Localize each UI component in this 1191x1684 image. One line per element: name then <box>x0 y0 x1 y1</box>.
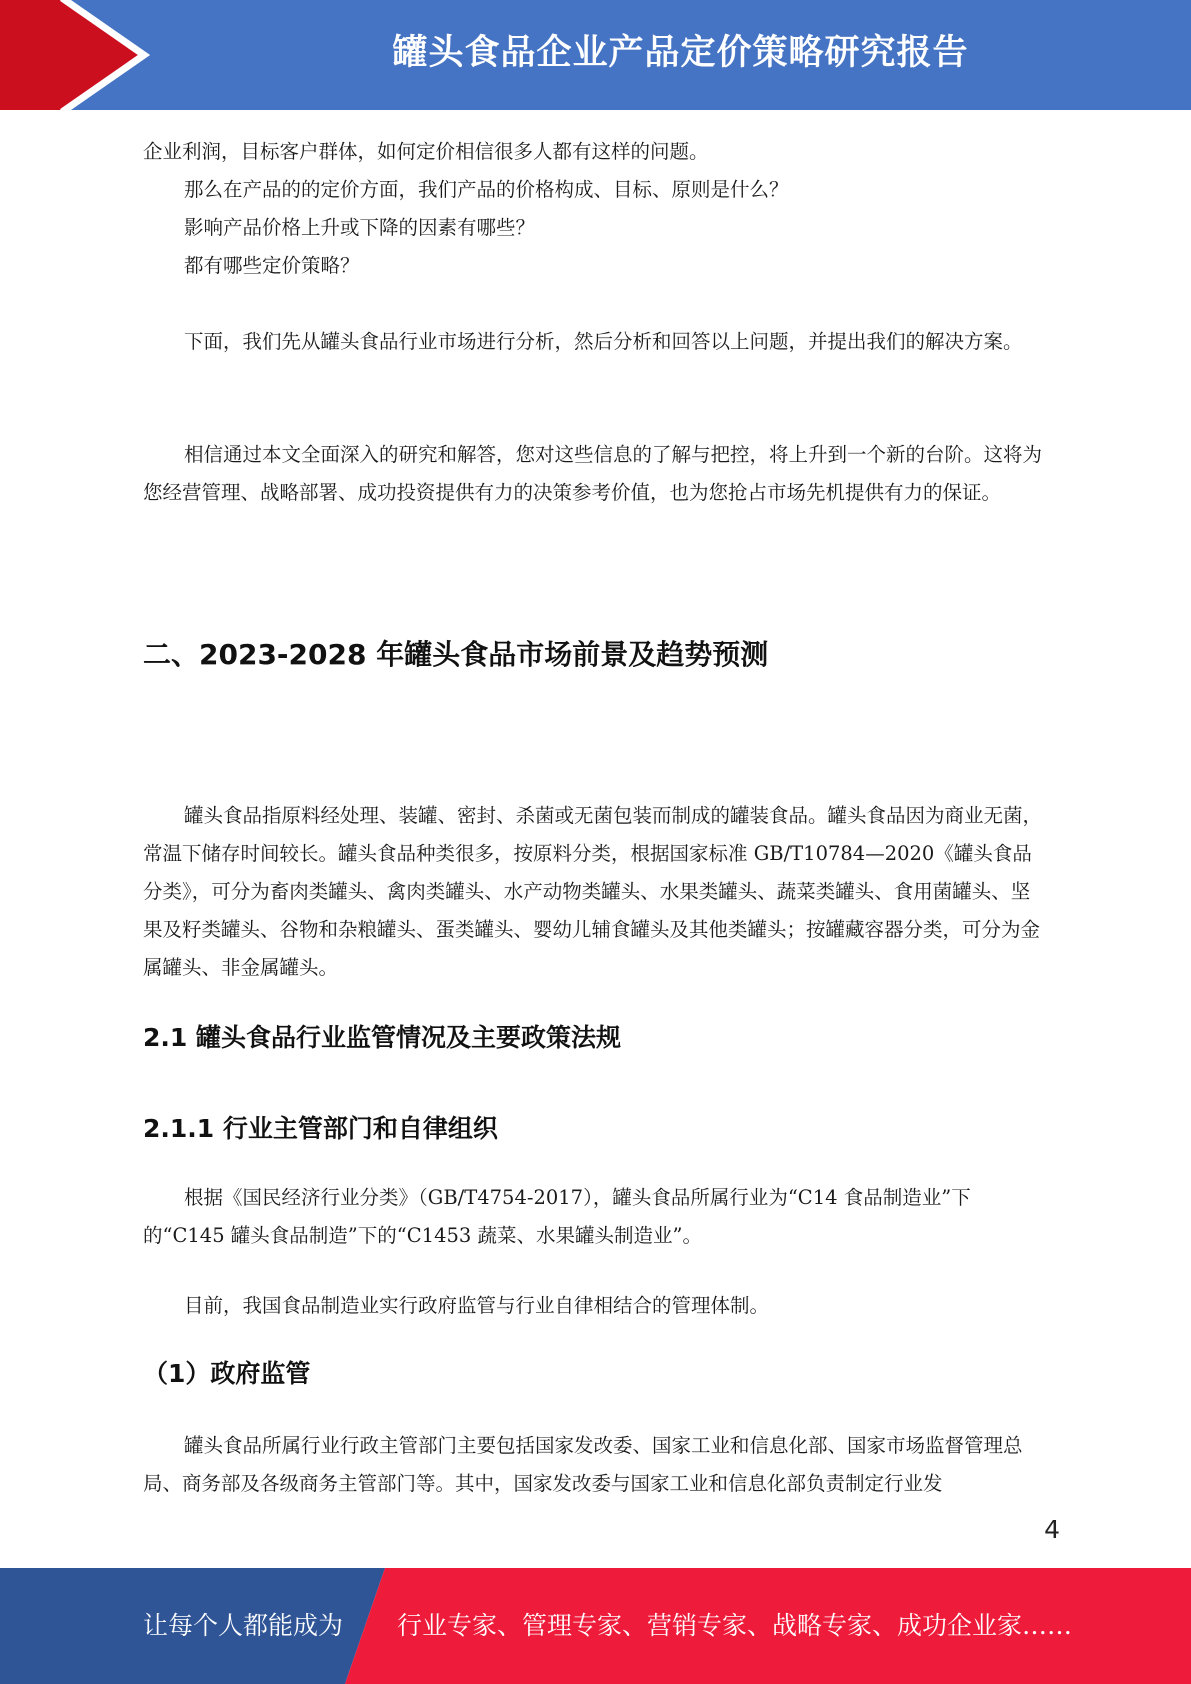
subsection-heading: 2.1 罐头食品行业监管情况及主要政策法规 <box>143 1023 621 1052</box>
paragraph: 罐头食品所属行业行政主管部门主要包括国家发改委、国家工业和信息化部、国家市场监督管理总局、商务部及各级商务主管部门等。其中，国家发改委与国家工业和信息化部负责制定行业发 <box>143 1434 1023 1495</box>
report-title: 罐头食品企业产品定价策略研究报告 <box>392 33 969 73</box>
paragraph: 企业利润，目标客户群体，如何定价相信很多人都有这样的问题。 <box>143 140 709 163</box>
page-footer <box>0 1568 1191 1684</box>
paragraph: 下面，我们先从罐头食品行业市场进行分析，然后分析和回答以上问题，并提出我们的解决方案。 <box>184 330 1023 353</box>
paragraph: 都有哪些定价策略？ <box>184 254 360 277</box>
red-arrow-icon <box>0 0 180 110</box>
paragraph: 根据《国民经济行业分类》（GB/T4754-2017），罐头食品所属行业为“C14 食品制造业”下的“C145 罐头食品制造”下的“C1453 蔬菜、水果罐头制造业”。 <box>143 1186 971 1247</box>
paragraph: 相信通过本文全面深入的研究和解答，您对这些信息的了解与把控，将上升到一个新的台阶。这将为您经营管理、战略部署、成功投资提供有力的决策参考价值，也为您抢占市场先机提供有力的保证。 <box>143 443 1043 504</box>
footer-slogan: 让每个人都能成为 <box>143 1611 344 1640</box>
section-heading: 二、2023-2028 年罐头食品市场前景及趋势预测 <box>143 638 769 671</box>
paragraph: 目前，我国食品制造业实行政府监管与行业自律相结合的管理体制。 <box>184 1294 770 1317</box>
subsection-heading: 2.1.1 行业主管部门和自律组织 <box>143 1114 498 1143</box>
page-header <box>0 0 1191 110</box>
page-number: 4 <box>1044 1515 1060 1544</box>
paragraph: 影响产品价格上升或下降的因素有哪些？ <box>184 216 536 239</box>
footer-tagline: 行业专家、管理专家、营销专家、战略专家、成功企业家…… <box>397 1611 1073 1640</box>
subsection-heading: （1）政府监管 <box>143 1359 311 1388</box>
paragraph: 罐头食品指原料经处理、装罐、密封、杀菌或无菌包装而制成的罐装食品。罐头食品因为商业无菌，常温下储存时间较长。罐头食品种类很多，按原料分类，根据国家标准 GB/T10784—2020《罐头食品分类》，可分为畜肉类罐头、禽肉类罐头、水产动物类罐头、水果类罐头、蔬菜类罐头、食用菌罐头、坚果及籽类罐头、谷物和杂粮罐头、蛋类罐头、婴幼儿辅食罐头及其他类罐头；按罐藏容器分类，可分为金属罐头、非金属罐头。 <box>143 804 1043 979</box>
paragraph: 那么在产品的的定价方面，我们产品的价格构成、目标、原则是什么？ <box>184 178 789 201</box>
